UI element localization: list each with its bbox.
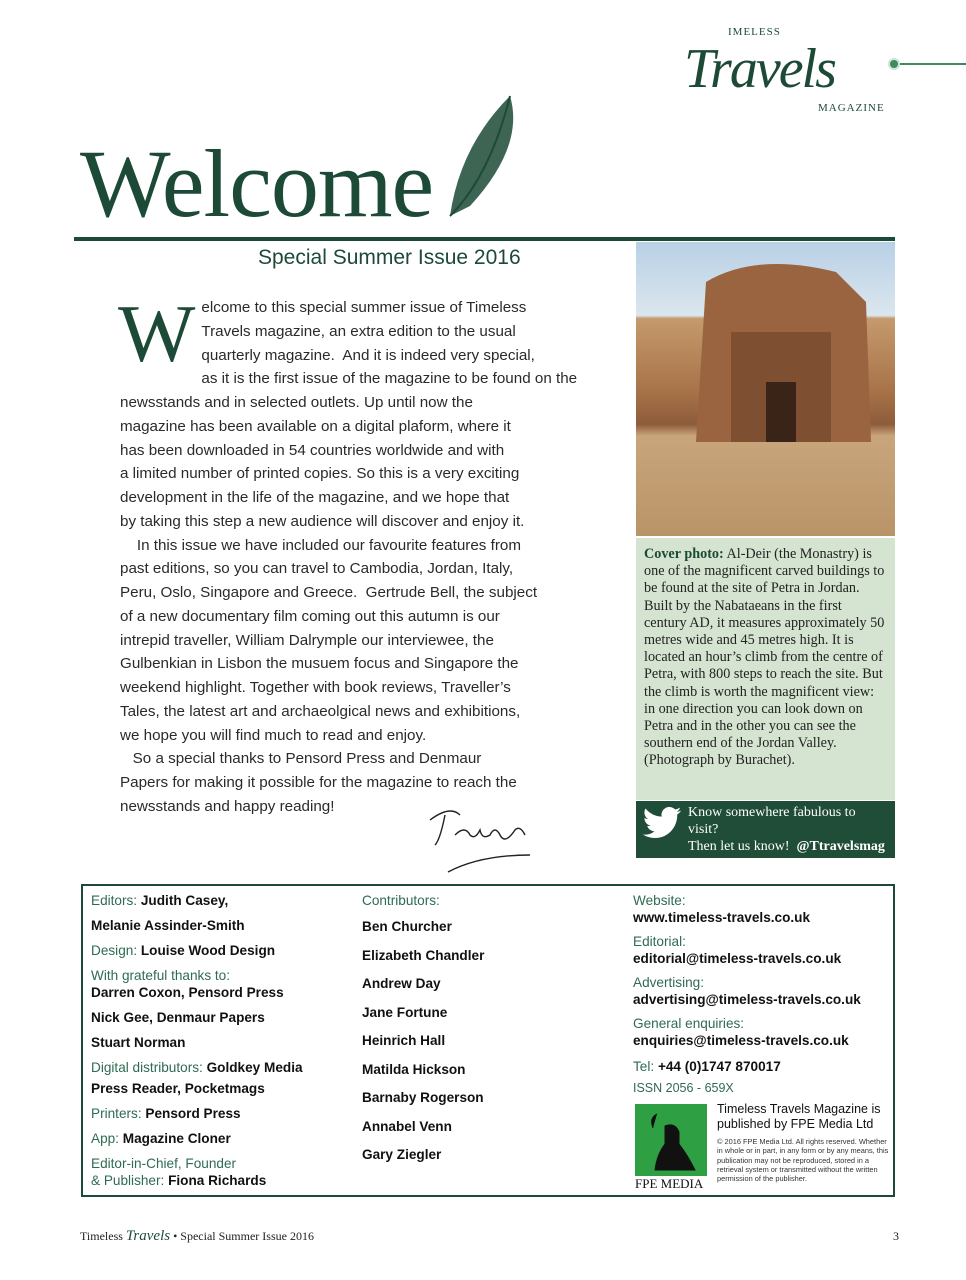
body-line: elcome to this special summer issue of Timeless xyxy=(201,299,527,316)
body-line: newsstands and happy reading! xyxy=(120,797,335,815)
publisher-info: Timeless Travels Magazine is published by FPE Media Ltd xyxy=(717,1102,881,1131)
photo-caption xyxy=(636,538,895,800)
contact-label: General enquiries: xyxy=(633,1016,745,1031)
contact-value: enquiries@timeless-travels.co.uk xyxy=(633,1033,849,1048)
credits-box xyxy=(81,884,895,1197)
credit-row xyxy=(91,1009,361,1026)
contributor-name: Gary Ziegler xyxy=(362,1147,442,1162)
contact-column xyxy=(633,892,893,1056)
credit-label: & Publisher: xyxy=(91,1173,169,1188)
credit-row xyxy=(91,1034,361,1051)
credit-row xyxy=(91,1155,361,1189)
caption-label: Cover photo: xyxy=(644,546,724,562)
twitter-handle[interactable]: @Ttravelsmag xyxy=(796,839,885,854)
drop-cap: W xyxy=(118,288,196,379)
body-line: newsstands and in selected outlets. Up until now the xyxy=(120,394,473,411)
fpe-media-label: FPE MEDIA xyxy=(635,1176,704,1191)
contact-row xyxy=(633,933,893,967)
page-footer: Timeless Travels • Special Summer Issue 2016 xyxy=(80,1228,314,1244)
contact-value: www.timeless-travels.co.uk xyxy=(633,910,811,925)
contributors-label: Contributors: xyxy=(362,893,440,908)
credit-label: Digital distributors: xyxy=(91,1060,207,1075)
logo-main: Travels xyxy=(684,38,835,100)
contact-row xyxy=(633,892,893,926)
body-line: So a special thanks to Pensord Press and Denmaur xyxy=(120,750,482,768)
credit-value: Press Reader, Pocketmags xyxy=(91,1081,265,1096)
body-line: as it is the first issue of the magazine to be found on the xyxy=(201,370,578,388)
body-line: Papers for making it possible for the magazine to reach the xyxy=(120,774,517,791)
twitter-line2: Then let us know! xyxy=(688,839,790,854)
body-line: Peru, Oslo, Singapore and Greece. Gertrude Bell, the subject xyxy=(120,584,538,601)
contributor-name: Barnaby Rogerson xyxy=(362,1090,484,1105)
contact-value: advertising@timeless-travels.co.uk xyxy=(633,992,861,1007)
credit-label: Printers: xyxy=(91,1106,146,1121)
body-line: Travels magazine, an extra edition to the usual xyxy=(201,322,516,340)
contact-row xyxy=(633,1015,893,1049)
body-line: intrepid traveller, William Dalrymple our interviewee, the xyxy=(120,631,494,649)
contact-label: Editorial: xyxy=(633,934,686,949)
twitter-banner[interactable] xyxy=(636,801,895,858)
body-line: has been downloaded in 54 countries worldwide and with xyxy=(120,441,505,459)
body-line: of a new documentary film coming out this autumn is our xyxy=(120,607,500,625)
body-line: development in the life of the magazine, and we hope that xyxy=(120,489,510,506)
logo-top: IMELESS xyxy=(728,26,781,38)
telephone: Tel: +44 (0)1747 870017 xyxy=(633,1059,781,1074)
contributor-name: Elizabeth Chandler xyxy=(362,947,485,963)
contact-row xyxy=(633,974,893,1008)
credit-row xyxy=(91,1130,361,1147)
credit-value: Darren Coxon, Pensord Press xyxy=(91,985,284,1000)
body-line: a limited number of printed copies. So this is a very exciting xyxy=(120,465,520,483)
credit-row xyxy=(91,1105,361,1122)
fpe-media-logo xyxy=(635,1104,707,1176)
page-title: Welcome xyxy=(80,130,434,237)
body-line: In this issue we have included our favourite features from xyxy=(120,536,521,554)
credit-row xyxy=(91,1080,361,1097)
welcome-letter xyxy=(118,288,578,819)
logo-dot xyxy=(888,58,900,70)
credit-value: Melanie Assinder-Smith xyxy=(91,918,245,933)
caption-text: Al-Deir (the Monastry) is one of the magnificent carved buildings to be found at the site of Petra in Jordan. Built by the Nabataeans in the first century AD, it measures approximately 50 metres wide and 45 metres high. It is located an hour’s climb from the centre of Petra, with 800 steps to reach the site. But the climb is worth the magnificent view: in one direction you can look down on Petra and in the other you can see the southern end of the Jordan Valley. (Photograph by Burachet). xyxy=(644,546,885,769)
issue-subtitle: Special Summer Issue 2016 xyxy=(258,246,521,269)
contributor-name: Heinrich Hall xyxy=(362,1033,446,1048)
body-line: Tales, the latest art and archaeolgical news and exhibitions, xyxy=(120,702,521,720)
credit-label: Editors: xyxy=(91,893,141,908)
signature xyxy=(420,800,540,880)
credit-value: Stuart Norman xyxy=(91,1035,186,1050)
issn: ISSN 2056 - 659X xyxy=(633,1081,734,1095)
credit-value: Fiona Richards xyxy=(168,1173,267,1188)
contact-label: Advertising: xyxy=(633,975,705,990)
page-number: 3 xyxy=(893,1229,899,1243)
photo-sidebar xyxy=(636,538,895,858)
contributor-name: Annabel Venn xyxy=(362,1118,452,1134)
cover-photo xyxy=(636,242,895,536)
credit-row xyxy=(91,917,361,934)
contributors-column xyxy=(362,892,622,1175)
credit-value: Pensord Press xyxy=(145,1106,241,1121)
contributor-name: Jane Fortune xyxy=(362,1004,448,1020)
body-line: past editions, so you can travel to Cambodia, Jordan, Italy, xyxy=(120,560,514,578)
credit-row xyxy=(91,1059,361,1076)
logo-line xyxy=(894,63,966,65)
contact-label: Website: xyxy=(633,893,686,908)
magazine-logo xyxy=(680,26,966,122)
credit-value: Magazine Cloner xyxy=(122,1131,231,1146)
title-rule xyxy=(74,237,895,241)
body-line: magazine has been available on a digital plaform, where it xyxy=(120,417,511,435)
contributor-name: Matilda Hickson xyxy=(362,1061,466,1077)
twitter-icon xyxy=(642,807,682,839)
feather-icon xyxy=(430,86,530,226)
twitter-line1: Know somewhere fabulous to visit? xyxy=(688,805,856,837)
credit-value: Goldkey Media xyxy=(206,1060,303,1075)
contact-value: editorial@timeless-travels.co.uk xyxy=(633,951,842,966)
credit-label: Design: xyxy=(91,943,141,958)
credit-value: Louise Wood Design xyxy=(140,943,276,958)
body-line: quarterly magazine. And it is indeed very special, xyxy=(201,346,535,364)
credit-row xyxy=(91,892,361,909)
credit-value: Nick Gee, Denmaur Papers xyxy=(91,1010,265,1025)
body-line: by taking this step a new audience will discover and enjoy it. xyxy=(120,512,525,530)
credit-label: With grateful thanks to: xyxy=(91,968,231,983)
dog-icon xyxy=(635,1104,707,1176)
credit-row xyxy=(91,942,361,959)
credit-value: Judith Casey, xyxy=(140,893,229,908)
body-line: we hope you will find much to read and enjoy. xyxy=(120,726,427,744)
copyright-notice: © 2016 FPE Media Ltd. All rights reserved. Whether in whole or in part, in any form or by any means, this publication may not be reproduced, stored in a retrieval system or transmitted without the written permission of the publisher. xyxy=(717,1137,889,1184)
credit-label: App: xyxy=(91,1131,123,1146)
staff-column xyxy=(91,892,361,1197)
contributor-name: Andrew Day xyxy=(362,976,441,991)
footer-brand: Travels xyxy=(125,1228,171,1244)
body-line: Gulbenkian in Lisbon the musuem focus and Singapore the xyxy=(120,655,519,673)
logo-bottom: MAGAZINE xyxy=(818,102,885,114)
contributor-name: Ben Churcher xyxy=(362,919,452,934)
body-line: weekend highlight. Together with book reviews, Traveller’s xyxy=(120,679,511,696)
credit-row xyxy=(91,967,361,1001)
credit-label: Editor-in-Chief, Founder xyxy=(91,1156,237,1171)
